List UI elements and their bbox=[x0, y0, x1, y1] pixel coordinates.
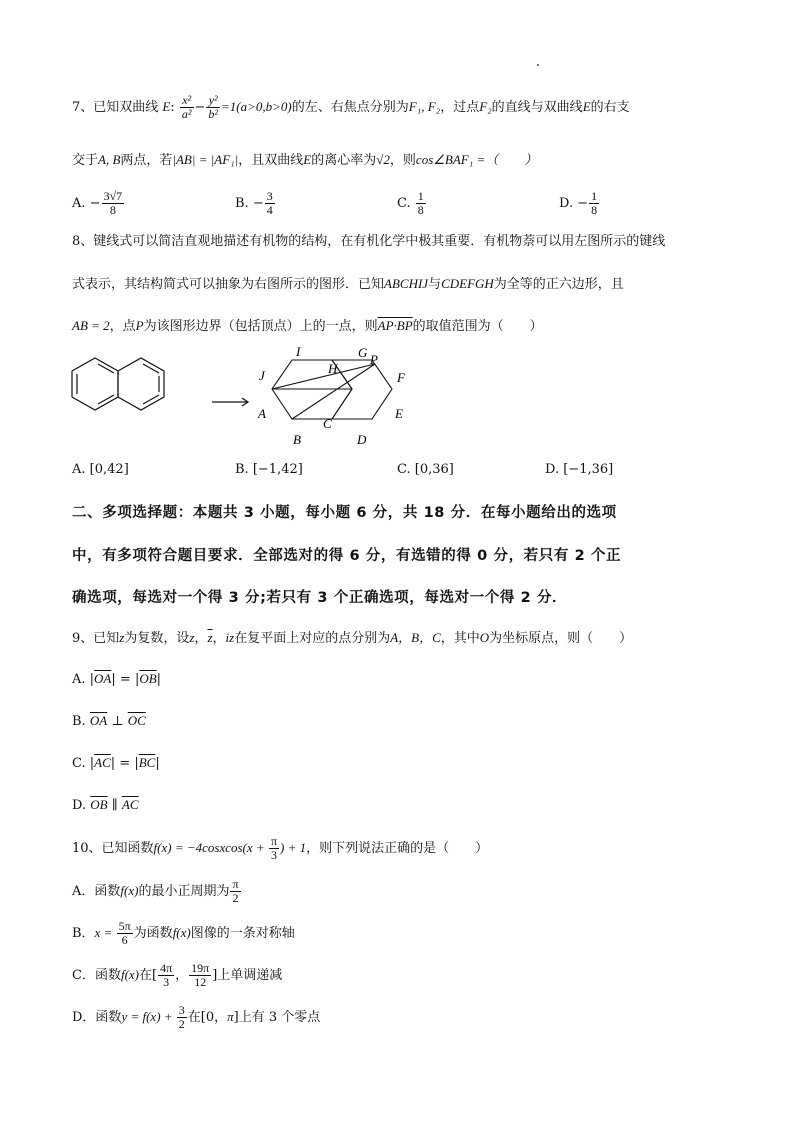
figure-label-c: C bbox=[323, 416, 332, 431]
q7-line2: 交于A, B两点，若|AB| = |AF₁|，且双曲线E的离心率为√2，则cos∠BAF₁ =（ ） bbox=[72, 152, 538, 168]
q8-option-b[interactable]: B. [−1,42] bbox=[235, 462, 303, 477]
figure-label-j: J bbox=[259, 368, 265, 383]
q10-option-c[interactable]: C．函数f(x)在[ $\frac{4\pi}{3}$ ， $\frac{19\pi}{12}$ ]上单调递减 bbox=[72, 961, 283, 989]
q7-line1: 7、已知双曲线 E: $\frac{\text{x²}}{\text{a²}}$ − $\frac{\text{y²}}{\text{b²}}$ =1(a>0,b>0)的左、右焦点分别为F₁, F₂，过点F₂的直线与双曲线E的右支 bbox=[72, 93, 630, 121]
q9-option-c[interactable]: C. $|\overline{AC}| = |\overline{BC}|$ bbox=[72, 755, 160, 771]
figure-label-d: D bbox=[357, 432, 367, 447]
q10-stem: 10、已知函数f(x) = −4cosxcos(x + $\frac{\pi}{3}$ ) + 1，则下列说法正确的是（ ） bbox=[72, 834, 489, 862]
right-arrow-icon bbox=[212, 398, 248, 406]
q7-option-b[interactable]: B. − $\frac{3}{4}$ bbox=[235, 189, 273, 217]
q8-option-d[interactable]: D. [−1,36] bbox=[545, 462, 614, 477]
figure-label-f: F bbox=[397, 370, 405, 385]
q8-option-a[interactable]: A. [0,42] bbox=[72, 462, 129, 477]
page-dot bbox=[537, 64, 539, 66]
q8-line1: 8、键线式可以简洁直观地描述有机物的结构，在有机化学中极其重要．有机物萘可以用左图所示的键线 bbox=[72, 234, 666, 249]
figure-label-g: G bbox=[358, 345, 368, 360]
q7-frac-x: $\frac{\text{x²}}{\text{a²}}$ bbox=[181, 93, 192, 121]
q7-option-a[interactable]: A. − $\frac{3√7}{8}$ bbox=[72, 189, 123, 217]
q10-option-b[interactable]: B．x = $\frac{5\pi}{6}$ 为函数f(x)图像的一条对称轴 bbox=[72, 919, 295, 947]
q9-option-d[interactable]: D. $\overline{OB}$ ∥ $\overline{AC}$ bbox=[72, 797, 139, 813]
q7-option-c[interactable]: C. $\frac{1}{8}$ bbox=[397, 189, 424, 217]
figure-label-p: P bbox=[370, 352, 378, 367]
q8-option-c[interactable]: C. [0,36] bbox=[397, 462, 454, 477]
section2-heading-line3: 确选项，每选对一个得 3 分;若只有 3 个正确选项，每选对一个得 2 分． bbox=[72, 590, 568, 606]
section2-heading-line2: 中，有多项符合题目要求．全部选对的得 6 分，有选错的得 0 分，若只有 2 个正 bbox=[72, 548, 622, 564]
q10-option-a[interactable]: A．函数f(x)的最小正周期为 $\frac{\pi}{2}$ bbox=[72, 877, 239, 905]
figure-label-e: E bbox=[395, 406, 403, 421]
figure-label-i: I bbox=[296, 344, 301, 359]
q9-option-a[interactable]: A. $|\overline{OA}| = |\overline{OB}|$ bbox=[72, 671, 162, 687]
q8-figure bbox=[60, 340, 440, 452]
naphthalene-skeletal-icon bbox=[72, 358, 164, 410]
q9-option-b[interactable]: B. $\overline{OA}$ ⊥ $\overline{OC}$ bbox=[72, 713, 146, 729]
figure-label-h: H bbox=[328, 361, 338, 376]
q7-option-d[interactable]: D. − $\frac{1}{8}$ bbox=[559, 189, 598, 217]
figure-label-a: A bbox=[258, 406, 266, 421]
q8-line3: AB = 2，点P为该图形边界（包括顶点）上的一点，则AP·BP的取值范围为（ ） bbox=[72, 318, 543, 334]
q10-option-d[interactable]: D．函数y = f(x) + $\frac{3}{2}$ 在[0，π]上有 3 个零点 bbox=[72, 1003, 321, 1031]
q9-stem: 9、已知z为复数，设z，$\overline{z}$，iz在复平面上对应的点分别为A，B，C，其中O为坐标原点，则（ ） bbox=[72, 630, 633, 646]
section2-heading-line1: 二、多项选择题：本题共 3 小题，每小题 6 分，共 18 分．在每小题给出的选项 bbox=[72, 505, 617, 521]
figure-label-b: B bbox=[293, 432, 301, 447]
q7-frac-y: $\frac{\text{y²}}{\text{b²}}$ bbox=[208, 93, 219, 121]
q8-line2: 式表示，其结构简式可以抽象为右图所示的图形．已知ABCHIJ与CDEFGH为全等的正六边形，且 bbox=[72, 276, 624, 292]
